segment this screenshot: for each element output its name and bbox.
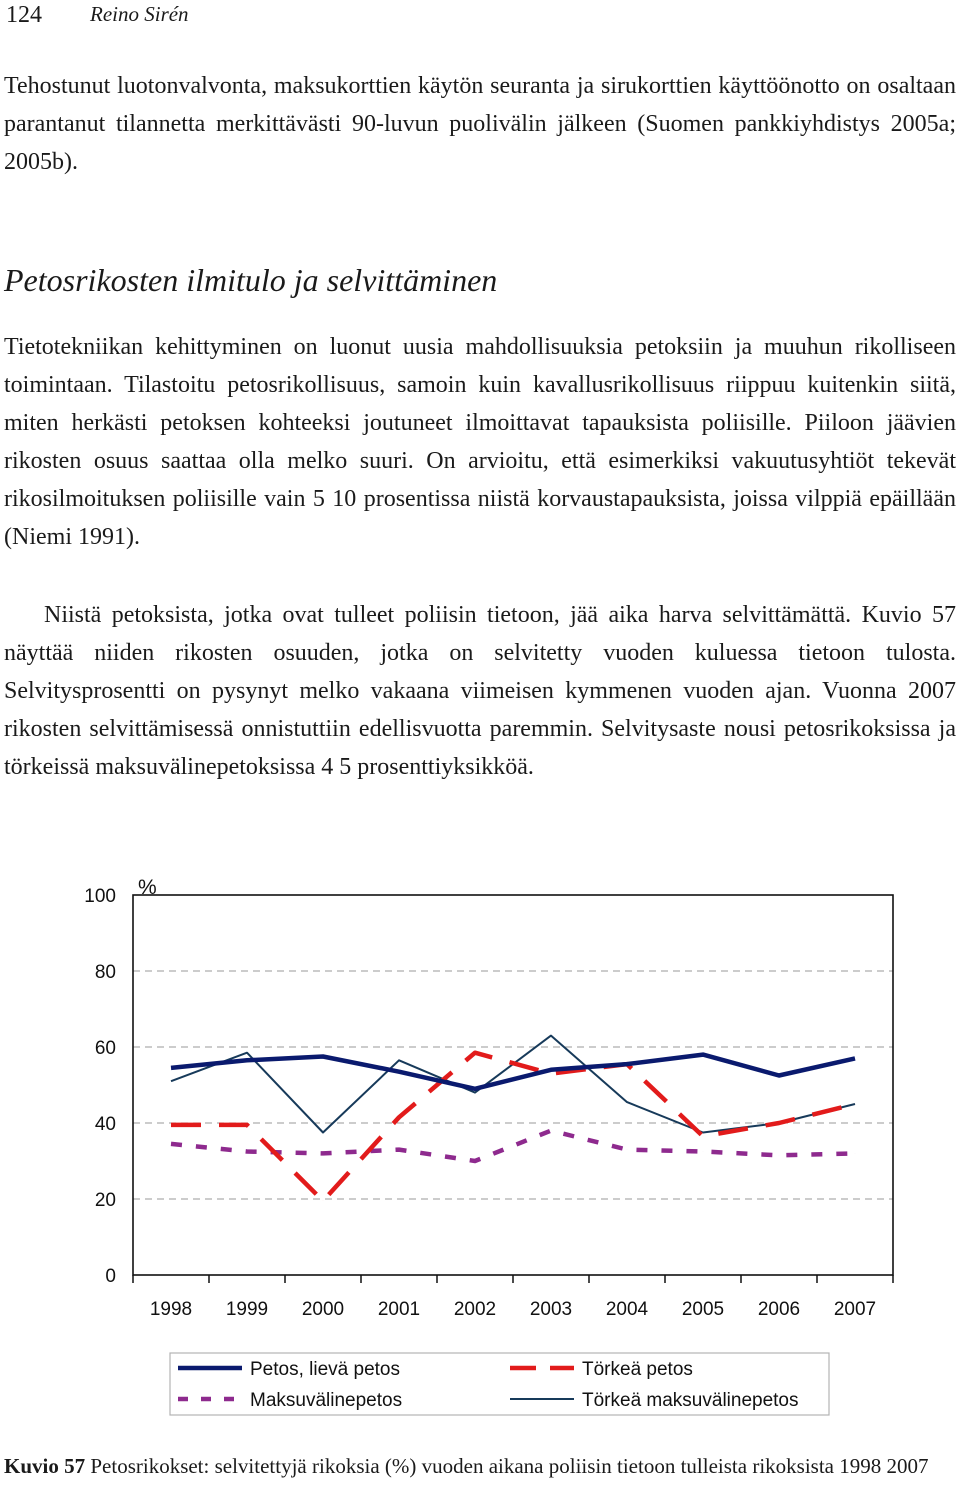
figure-57	[0, 860, 960, 1450]
x-tick-label: 2007	[833, 1299, 877, 1320]
body-paragraph-1: Tehostunut luotonvalvonta, maksukorttien käytön seuranta ja sirukorttien käyttöönotto on osaltaan parantanut tilannetta merkittävästi 90-luvun puolivälin jälkeen (Suomen pankkiyhdistys 2005a; 2005b).	[4, 73, 956, 175]
x-tick-label: 2002	[453, 1299, 497, 1320]
figure-caption	[4, 1452, 956, 1480]
series-lines	[171, 1036, 855, 1202]
body-paragraph-3: Niistä petoksista, jotka ovat tulleet poliisin tietoon, jää aika harva selvittämättä. Kuvio 57 näyttää niiden rikosten osuuden, jotka on selvitetty vuoden kuluessa tietoon tulosta. Selvitysprosentti on pysynyt melko vakaana viimeisen kymmenen vuoden ajan. Vuonna 2007 rikosten selvittämisessä onnistuttiin edellisvuotta paremmin. Selvitysaste nousi petosrikoksissa ja törkeissä maksuvälinepetoksissa 4 5 prosenttiyksikköä.	[4, 602, 956, 780]
tick-labels	[84, 876, 876, 1320]
x-tick-label: 2001	[377, 1299, 421, 1320]
x-tick-label: 2005	[681, 1299, 725, 1320]
series-line-maksuv-linepetos	[171, 1131, 855, 1161]
body-paragraph-2: Tietotekniikan kehittyminen on luonut uusia mahdollisuuksia petoksiin ja muuhun rikolliseen toimintaan. Tilastoitu petosrikollisuus, samoin kuin kavallusrikollisuus riippuu kuitenkin siitä, miten herkästi petoksen kohteeksi joutuneet ilmoittavat tapauksista poliisille. Piiloon jäävien rikosten osuus saattaa olla melko suuri. On arvioitu, että esimerkiksi vakuutusyhtiöt tekevät rikosilmoituksen poliisille vain 5 10 prosentissa niistä korvaustapauksista, joissa vilppiä epäillään (Niemi 1991).	[4, 334, 956, 550]
page-number: 124	[6, 2, 42, 28]
x-tick-label: 2004	[605, 1299, 649, 1320]
series-line-petos-liev-petos	[171, 1055, 855, 1089]
x-tick-label: 2006	[757, 1299, 801, 1320]
y-tick-label: 40	[94, 1114, 116, 1135]
running-header	[6, 0, 954, 36]
y-tick-label: 60	[94, 1038, 116, 1059]
legend-label: Törkeä maksuvälinepetos	[582, 1390, 799, 1411]
line-chart	[0, 860, 960, 1445]
y-axis-label: %	[138, 876, 157, 899]
x-tick-label: 2000	[301, 1299, 345, 1320]
y-tick-label: 80	[94, 962, 116, 983]
x-tick-label: 1999	[225, 1299, 269, 1320]
legend-label: Törkeä petos	[582, 1359, 693, 1380]
axes	[133, 895, 893, 1283]
running-author: Reino Sirén	[90, 2, 189, 26]
caption-label: Kuvio 57	[4, 1454, 86, 1478]
series-line-t-rke-maksuv-linepetos	[171, 1036, 855, 1133]
plot-frame	[133, 895, 893, 1275]
x-tick-label: 1998	[149, 1299, 193, 1320]
y-tick-label: 0	[105, 1266, 116, 1287]
legend	[170, 1353, 829, 1415]
x-tick-label: 2003	[529, 1299, 573, 1320]
y-tick-label: 20	[94, 1190, 116, 1211]
legend-label: Maksuvälinepetos	[250, 1390, 403, 1411]
y-tick-label: 100	[84, 886, 116, 907]
caption-text: Petosrikokset: selvitettyjä rikoksia (%) vuoden aikana poliisin tietoon tulleista rikoksista 1998 2007	[90, 1454, 929, 1478]
section-heading: Petosrikosten ilmitulo ja selvittäminen	[4, 262, 498, 298]
legend-label: Petos, lievä petos	[250, 1359, 400, 1380]
gridlines	[133, 971, 893, 1199]
